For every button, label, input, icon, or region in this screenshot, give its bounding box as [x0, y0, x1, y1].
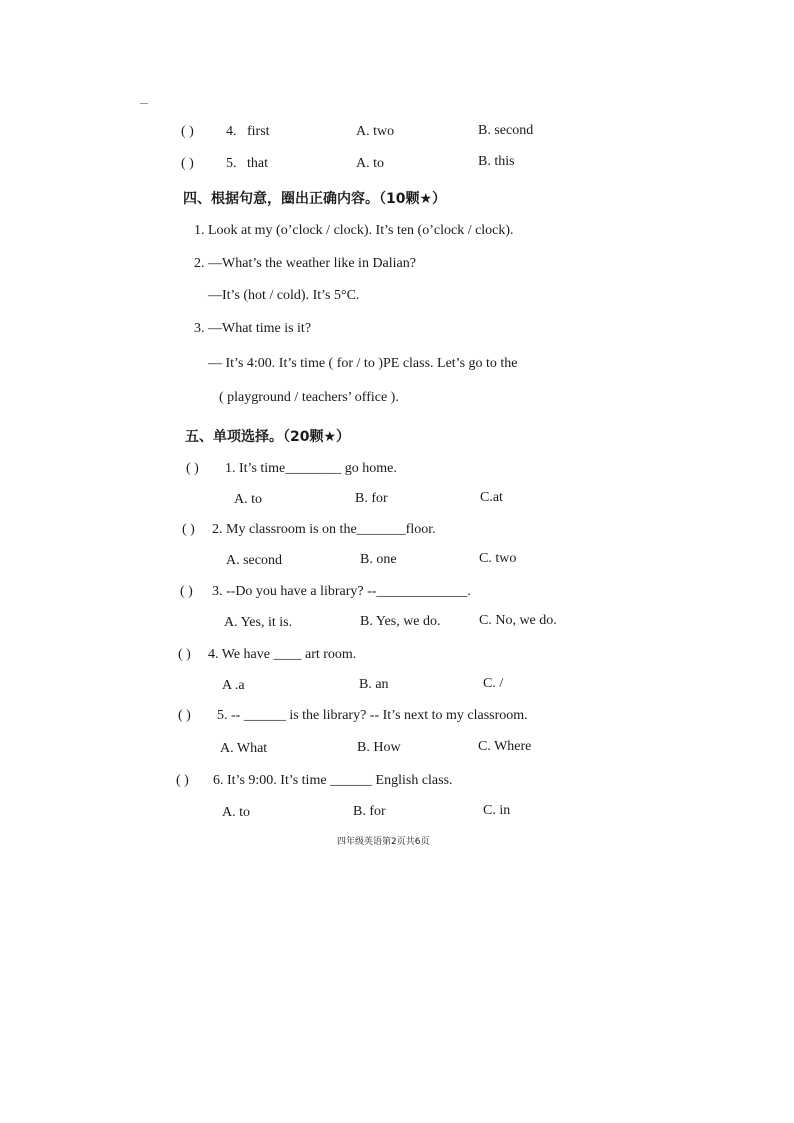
option-a: A. Yes, it is.	[224, 615, 293, 630]
section-5-heading: 五、单项选择。（20颗★）	[185, 429, 351, 445]
option-a: A. to	[356, 156, 384, 171]
option-a: A .a	[222, 678, 245, 693]
answer-bracket: ( )	[178, 708, 191, 723]
option-b: B. Yes, we do.	[360, 614, 441, 629]
option-a: A. to	[234, 492, 262, 507]
answer-bracket: ( )	[178, 647, 191, 662]
option-a: A. second	[226, 553, 282, 568]
question-text: 6. It’s 9:00. It’s time ______ English class.	[213, 773, 453, 788]
option-a: A. to	[222, 805, 250, 820]
section-4-line: 1. Look at my (o’clock / clock). It’s ten (o’clock / clock).	[194, 223, 514, 238]
option-b: B. for	[353, 804, 386, 819]
scan-mark	[140, 103, 148, 104]
option-c: C. Where	[478, 739, 532, 754]
option-c: C.at	[480, 490, 503, 505]
question-text: 4. We have ____ art room.	[208, 647, 357, 662]
option-b: B. for	[355, 491, 388, 506]
option-b: B. an	[359, 677, 389, 692]
question-text: 3. --Do you have a library? --_____________.	[212, 584, 471, 599]
option-a: A. What	[220, 741, 268, 756]
section-4-heading: 四、根据句意，圈出正确内容。（10颗★）	[183, 191, 447, 207]
option-b: B. this	[478, 154, 515, 169]
section-4-line: ( playground / teachers’ office ).	[219, 390, 399, 405]
answer-bracket: ( )	[181, 124, 194, 139]
answer-bracket: ( )	[176, 773, 189, 788]
question-row	[181, 156, 194, 172]
section-4-line: —It’s (hot / cold). It’s 5°C.	[208, 288, 360, 303]
question-text: 1. It’s time________ go home.	[225, 461, 397, 476]
option-c: C. No, we do.	[479, 613, 557, 628]
option-a: A. two	[356, 124, 395, 139]
option-b: B. one	[360, 552, 397, 567]
option-c: C. /	[483, 676, 504, 691]
question-word: first	[247, 124, 270, 139]
section-4-line: — It’s 4:00. It’s time ( for / to )PE class. Let’s go to the	[208, 356, 518, 371]
option-b: B. second	[478, 123, 534, 138]
answer-bracket: ( )	[186, 461, 199, 476]
question-row	[181, 124, 194, 140]
option-c: C. two	[479, 551, 517, 566]
option-c: C. in	[483, 803, 511, 818]
question-word: that	[247, 156, 268, 171]
question-number: 4.	[226, 124, 237, 139]
option-b: B. How	[357, 740, 401, 755]
section-4-line: 3. —What time is it?	[194, 321, 312, 336]
answer-bracket: ( )	[181, 156, 194, 171]
question-text: 5. -- ______ is the library? -- It’s next to my classroom.	[217, 708, 528, 723]
question-text: 2. My classroom is on the_______floor.	[212, 522, 436, 537]
question-number: 5.	[226, 156, 237, 171]
answer-bracket: ( )	[182, 522, 195, 537]
page-footer: 四年级英语第2页共6页	[337, 837, 430, 847]
answer-bracket: ( )	[180, 584, 193, 599]
section-4-line: 2. —What’s the weather like in Dalian?	[194, 256, 416, 271]
